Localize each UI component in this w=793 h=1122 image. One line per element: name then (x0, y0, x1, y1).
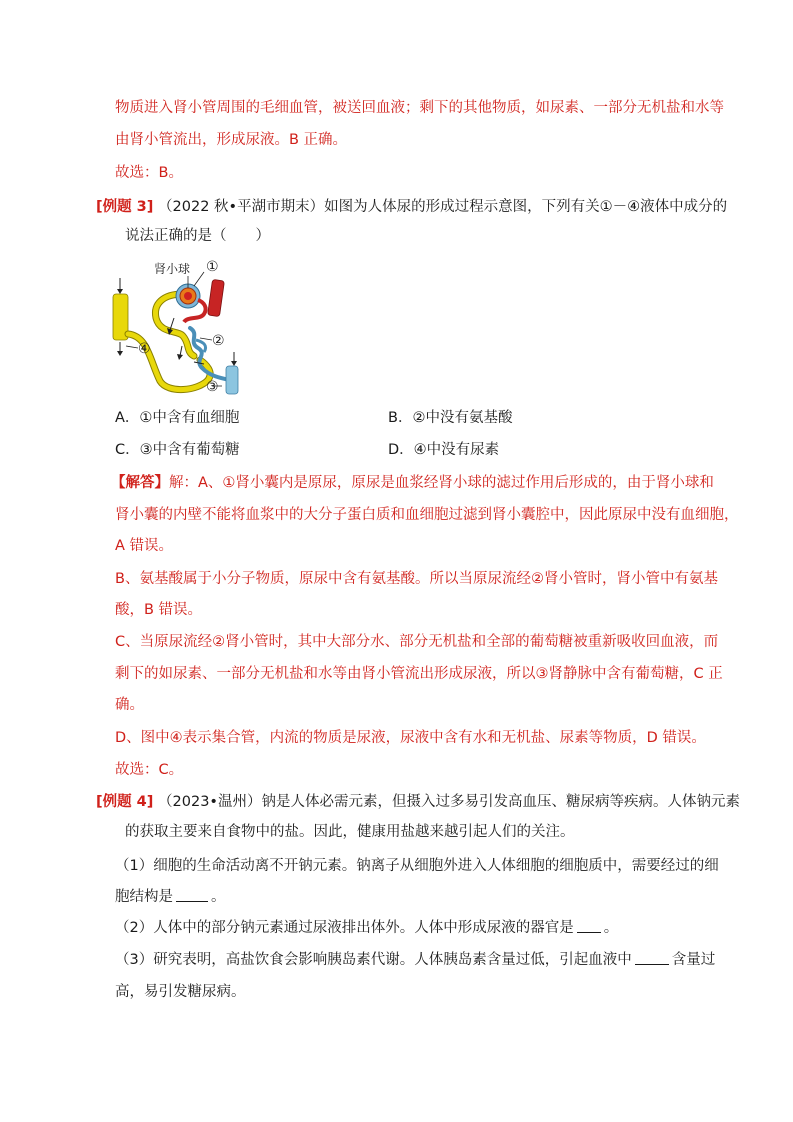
question-1-line-2 (115, 887, 226, 907)
intro-line-1: 物质进入肾小管周围的毛细血管，被送回血液；剩下的其他物质，如尿素、一部分无机盐和水等 (115, 100, 724, 116)
answer-blank-2[interactable] (577, 918, 601, 933)
option-d: D．④中没有尿素 (388, 442, 500, 458)
example3-stem-text: （2022 秋•平湖市期末）如图为人体尿的形成过程示意图，下列有关①－④液体中成分的 (158, 199, 728, 215)
solution-line-5: 酸，B 错误。 (115, 602, 203, 618)
solution-answer: 故选：C。 (115, 762, 184, 778)
option-c: C．③中含有葡萄糖 (115, 442, 240, 458)
question-2-line (115, 918, 618, 938)
question-1-line-1: （1）细胞的生命活动离不开钠元素。钠离子从细胞外进入人体细胞的细胞质中，需要经过的细 (115, 858, 719, 874)
question-1-text: 胞结构是 (115, 889, 173, 905)
question-3-line-1 (115, 950, 715, 970)
example3-stem-line-2: 说法正确的是（ ） (125, 228, 270, 244)
solution-line-3: A 错误。 (115, 538, 174, 554)
answer-blank-3[interactable] (635, 950, 669, 965)
example4-tag: [例题 4] (96, 794, 154, 810)
example3-stem-line-1 (96, 197, 727, 217)
question-3-line-2: 高，易引发糖尿病。 (115, 984, 246, 1000)
label-3: ③ (206, 379, 219, 395)
question-1-end: 。 (211, 889, 226, 905)
solution-line-9: D、图中④表示集合管，内流的物质是尿液，尿液中含有水和无机盐、尿素等物质，D 错误。 (115, 730, 706, 746)
renal-vein (226, 366, 238, 394)
example3-tag: [例题 3] (96, 199, 154, 215)
leader-1 (194, 272, 204, 286)
solution-line-4: B、氨基酸属于小分子物质，原尿中含有氨基酸。所以当原尿流经②肾小管时，肾小管中有氨基 (115, 571, 718, 587)
arrow-head-in-duct (117, 289, 123, 294)
label-2: ② (212, 333, 225, 349)
example4-stem-line-1 (96, 792, 740, 812)
renal-artery (208, 279, 225, 316)
arrow-head-out-duct (117, 351, 123, 356)
option-a: A．①中含有血细胞 (115, 410, 240, 426)
arrow-head-vein (231, 361, 237, 366)
question-3-text: （3）研究表明，高盐饮食会影响胰岛素代谢。人体胰岛素含量过低，引起血液中 (115, 952, 632, 968)
arrow-head-capillary (177, 354, 183, 360)
question-2-end: 。 (603, 920, 619, 936)
label-1: ① (206, 259, 219, 275)
urine-formation-diagram (108, 256, 250, 404)
leader-4 (126, 346, 138, 348)
solution-line-6: C、当原尿流经②肾小管时，其中大部分水、部分无机盐和全部的葡萄糖被重新吸收回血液，而 (115, 634, 719, 650)
solution-head: 【解答】 (111, 475, 169, 491)
intro-line-2: 由肾小管流出，形成尿液。B 正确。 (115, 132, 348, 148)
solution-line-7: 剩下的如尿素、一部分无机盐和水等由肾小管流出形成尿液，所以③肾静脉中含有葡萄糖，C 正 (115, 666, 723, 682)
example4-stem-text: （2023•温州）钠是人体必需元素，但摄入过多易引发高血压、糖尿病等疾病。人体钠元素 (158, 794, 740, 810)
solution-l1: 解：A、①肾小囊内是原尿，原尿是血浆经肾小球的滤过作用后形成的，由于肾小球和 (169, 475, 714, 491)
solution-line-1 (111, 473, 714, 493)
solution-line-2: 肾小囊的内壁不能将血浆中的大分子蛋白质和血细胞过滤到肾小囊腔中，因此原尿中没有血细胞， (115, 507, 739, 523)
option-b: B．②中没有氨基酸 (388, 410, 513, 426)
glomerulus-core (184, 292, 192, 300)
example4-stem-line-2: 的获取主要来自食物中的盐。因此，健康用盐越来越引起人们的关注。 (125, 824, 575, 840)
answer-blank-1[interactable] (176, 887, 208, 902)
label-4: ④ (138, 341, 151, 357)
question-3-text-end: 含量过 (671, 952, 716, 968)
solution-line-8: 确。 (115, 697, 144, 713)
leader-2 (200, 338, 212, 340)
arrow-capillary (180, 346, 182, 356)
label-kidney-ball: 肾小球 (154, 262, 191, 276)
intro-answer: 故选：B。 (115, 165, 183, 181)
question-2-text: （2）人体中的部分钠元素通过尿液排出体外。人体中形成尿液的器官是 (115, 920, 574, 936)
